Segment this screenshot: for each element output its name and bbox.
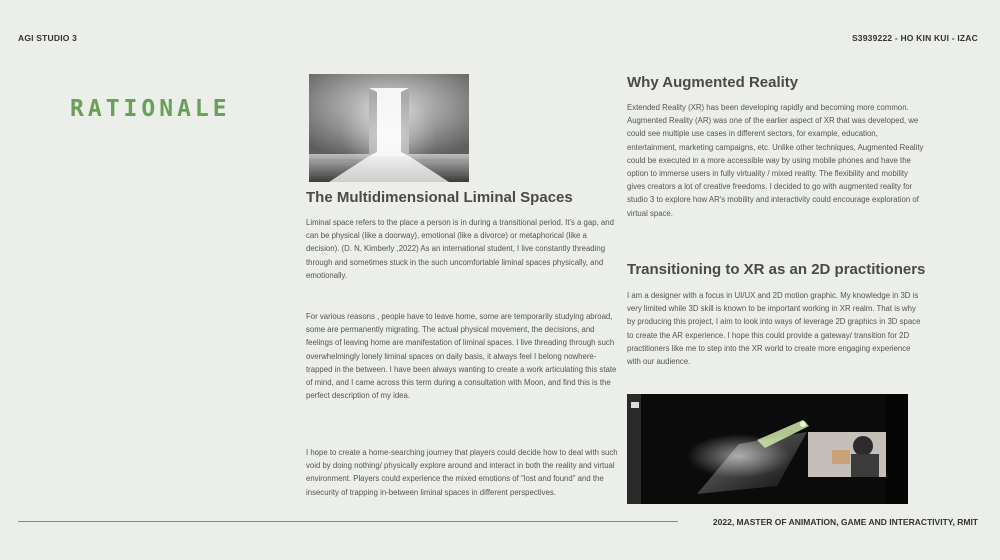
section-heading-transition: Transitioning to XR as an 2D practitioners bbox=[627, 261, 926, 278]
liminal-paragraph-1: Liminal space refers to the place a person is in during a transitional period. It's a gap, and can be physical (like a doorway), emotional (like a divorce) or metaphorical (like a decision). (D. N. Kimberly ,2022) As an international student, I live constantly threading through and sometimes stuck in the such uncomfortable liminal spaces physically, and emotionally. bbox=[306, 218, 614, 280]
section-heading-why-ar: Why Augmented Reality bbox=[627, 74, 799, 91]
header-student-id: S3939222 - HO KIN KUI - IZAC bbox=[851, 33, 978, 43]
footer-label: 2022, MASTER OF ANIMATION, GAME AND INTERACTIVITY, RMIT bbox=[712, 517, 978, 527]
page-title: RATIONALE bbox=[70, 96, 231, 122]
ar-demo-image bbox=[627, 394, 908, 504]
header-course-label: AGI STUDIO 3 bbox=[18, 33, 78, 43]
why-ar-paragraph: Extended Reality (XR) has been developing rapidly and becoming more common. Augmented Reality (AR) was one of the earlier aspect of XR that was developed, we could see multiple use cases in different sectors, for example, education, entertainment, marketing campaigns, etc. Unlike other techniques, Augmented Reality could be executed in a more accessible way by using mobile phones and have the option to immerse users in fully virtuality / mixed reality. The flexibility and mobility gives creators a lot of creative freedoms. I decided to go with augmented reality for studio 3 to explore how AR's mobility and interactivity could encourage exploration of virtual space. bbox=[627, 103, 924, 218]
doorway-image bbox=[309, 74, 469, 182]
liminal-paragraph-3: I hope to create a home-searching journey that players could decide how to deal with such void by doing nothing/ physically explore around and interact in both the reality and virtual environment. Players could experience the mixed emotions of "lost and found" and the insecurity of trapping in-between liminal spaces in different perspectives. bbox=[306, 448, 618, 497]
footer-rule bbox=[18, 521, 678, 522]
transition-paragraph: I am a designer with a focus in UI/UX and 2D motion graphic. My knowledge in 3D is very limited while 3D skill is known to be important working in XR realm. That is why by producing this project, I aim to look into ways of leverage 2D graphics in 3D space to create the AR experience. I hope this could provide a gateway/ transition for 2D practitioners like me to step into the XR world to create more engaging experience with our audience. bbox=[627, 291, 921, 367]
liminal-paragraph-2: For various reasons , people have to leave home, some are temporarily studying abroad, some are permanently migrating. The actual physical movement, the decisions, and feelings of leaving home are manifestation of liminal spaces. I live threading through such overwhelmingly lonely liminal spaces on daily basis, it always feel I belong nowhere- trapped in the between. I have been always wanting to create a work articulating this state of mind, and I came across this term during a consultation with Moon, and find this is the perfect description of my idea. bbox=[306, 312, 617, 401]
section-heading-liminal: The Multidimensional Liminal Spaces bbox=[306, 189, 573, 206]
